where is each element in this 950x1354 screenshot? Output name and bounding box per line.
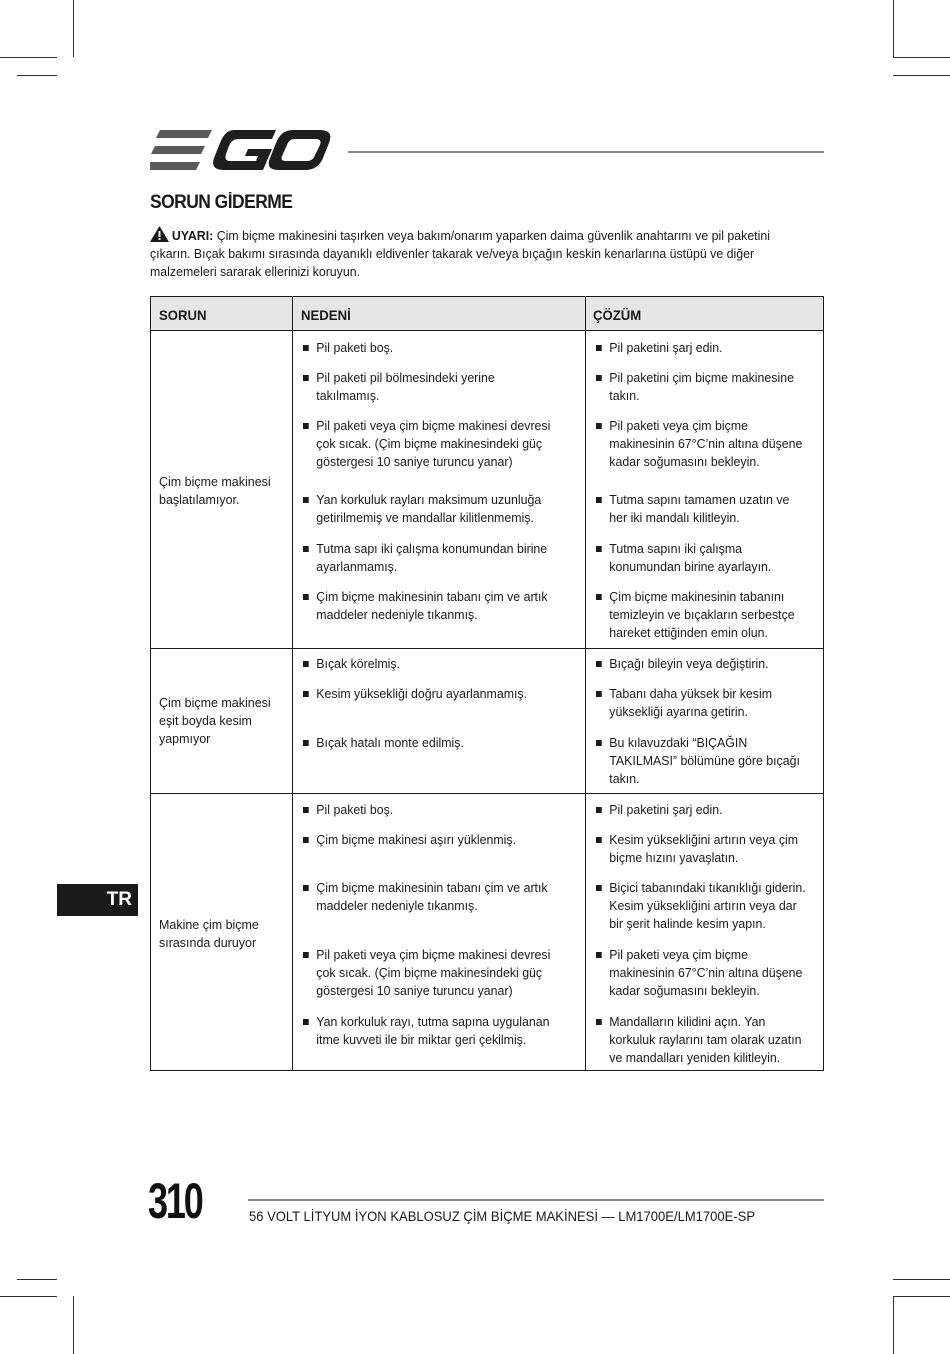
row-divider [151, 793, 823, 794]
crop-mark [893, 75, 950, 76]
crop-mark [17, 75, 57, 76]
warning-icon [150, 226, 169, 242]
ego-logo [150, 128, 332, 172]
header-solution: ÇÖZÜM [593, 307, 642, 323]
column-divider [585, 297, 586, 1070]
header-problem: SORUN [159, 307, 207, 323]
table-header-row [151, 297, 823, 331]
footer-text: 56 VOLT LİTYUM İYON KABLOSUZ ÇİM BİÇME MAKİNESİ — LM1700E/LM1700E-SP [249, 1208, 756, 1224]
crop-mark [893, 1296, 894, 1354]
crop-mark [0, 57, 57, 58]
column-divider [292, 297, 293, 1070]
crop-mark [0, 1296, 57, 1297]
row-divider [151, 648, 823, 649]
page-number: 310 [148, 1173, 202, 1229]
troubleshooting-table: SORUN NEDENİ ÇÖZÜM Çim biçme makinesi başlatılamıyor. Pil paketi boş. Pil paketi pil bölmesindeki yerine takılmamış. Pil paketi veya çim biçme makinesi devresi çok sıcak. (Çim biçme makinesindeki güç göstergesi 10 saniye turuncu yanar) Yan korkuluk rayları maksimum uzunluğa getirilmemiş ve mandallar kilitlenmemiş. Tutma sapı iki çalışma konumundan birine ayarlanmamış. Çim biçme makinesinin tabanı çim ve artık maddeler nedeniyle tıkanmış. Pil paketini şarj edin. Pil paketini çim biçme makinesine takın. Pil paketi veya çim biçme makinesinin 67°C’nin altına düşene kadar soğumasını bekleyin. Tutma sapını tamamen uzatın ve her iki mandalı kilitleyin. Tutma sapını iki çalışma konumundan birine ayarlayın. Çim biçme makinesinin tabanını temizleyin ve bıçakların serbestçe hareket ettiğinden emin olun. Çim biçme makinesi eşit boyda kesim yapmıyor Bıçak körelmiş. Kesim yüksekliği doğru ayarlanmamış. Bıçak hatalı monte edilmiş. Bıçağı bileyin veya değiştirin. Tabanı daha yüksek bir kesim yüksekliği ayarına getirin. Bu kılavuzdaki “BIÇAĞIN TAKILMASI” bölümüne göre bıçağı takın. Makine çim biçme sırasında duruyor Pil paketi boş. Çim biçme makinesi aşırı yüklenmiş. Çim biçme makinesinin tabanı çim ve artık maddeler nedeniyle tıkanmış. Pil paketi veya çim biçme makinesi devresi çok sıcak. (Çim biçme makinesindeki güç göstergesi 10 saniye turuncu yanar) Yan korkuluk rayı, tutma sapına uygulanan itme kuvveti ile bir miktar geri çekilmiş. Pil paketini şarj edin. Kesim yüksekliğini artırın veya çim biçme hızını yavaşlatın. Biçici tabanındaki tıkanıklığı giderin. Kesim yüksekliğini artırın veya dar bir şerit halinde kesim yapın. Pil paketi veya çim biçme makinesinin 67°C’nin altına düşene kadar soğumasını bekleyin. Mandalların kilidini açın. Yan korkuluk raylarını tam olarak uzatın ve mandalları yeniden kilitleyin. [150, 296, 824, 1071]
header-cause: NEDENİ [301, 307, 351, 323]
crop-mark [893, 1279, 950, 1280]
warning-text: Çim biçme makinesini taşırken veya bakım/onarım yaparken daima güvenlik anahtarını ve pil paketini çıkarın. Bıçak bakımı sırasında dayanıklı eldivenler takarak ve/veya bıçağın keskin kenarlarına üstüpü ve diğer malzemeleri sararak ellerinizi koruyun. [150, 228, 770, 279]
crop-mark [73, 0, 74, 57]
crop-mark [17, 1279, 57, 1280]
warning-label: UYARI: [171, 228, 214, 243]
crop-mark [893, 0, 894, 57]
warning-paragraph [150, 226, 806, 281]
problem-cell: Makine çim biçme sırasında duruyor [159, 917, 259, 950]
header-rule [348, 151, 824, 153]
footer-rule [248, 1199, 824, 1201]
crop-mark [73, 1296, 74, 1354]
crop-mark [893, 1296, 950, 1297]
problem-cell: Çim biçme makinesi başlatılamıyor. [159, 474, 271, 507]
problem-cell: Çim biçme makinesi eşit boyda kesim yapmıyor [159, 695, 271, 746]
section-title: SORUN GİDERME [150, 192, 293, 213]
crop-mark [893, 57, 950, 58]
language-tab: TR [57, 884, 138, 916]
